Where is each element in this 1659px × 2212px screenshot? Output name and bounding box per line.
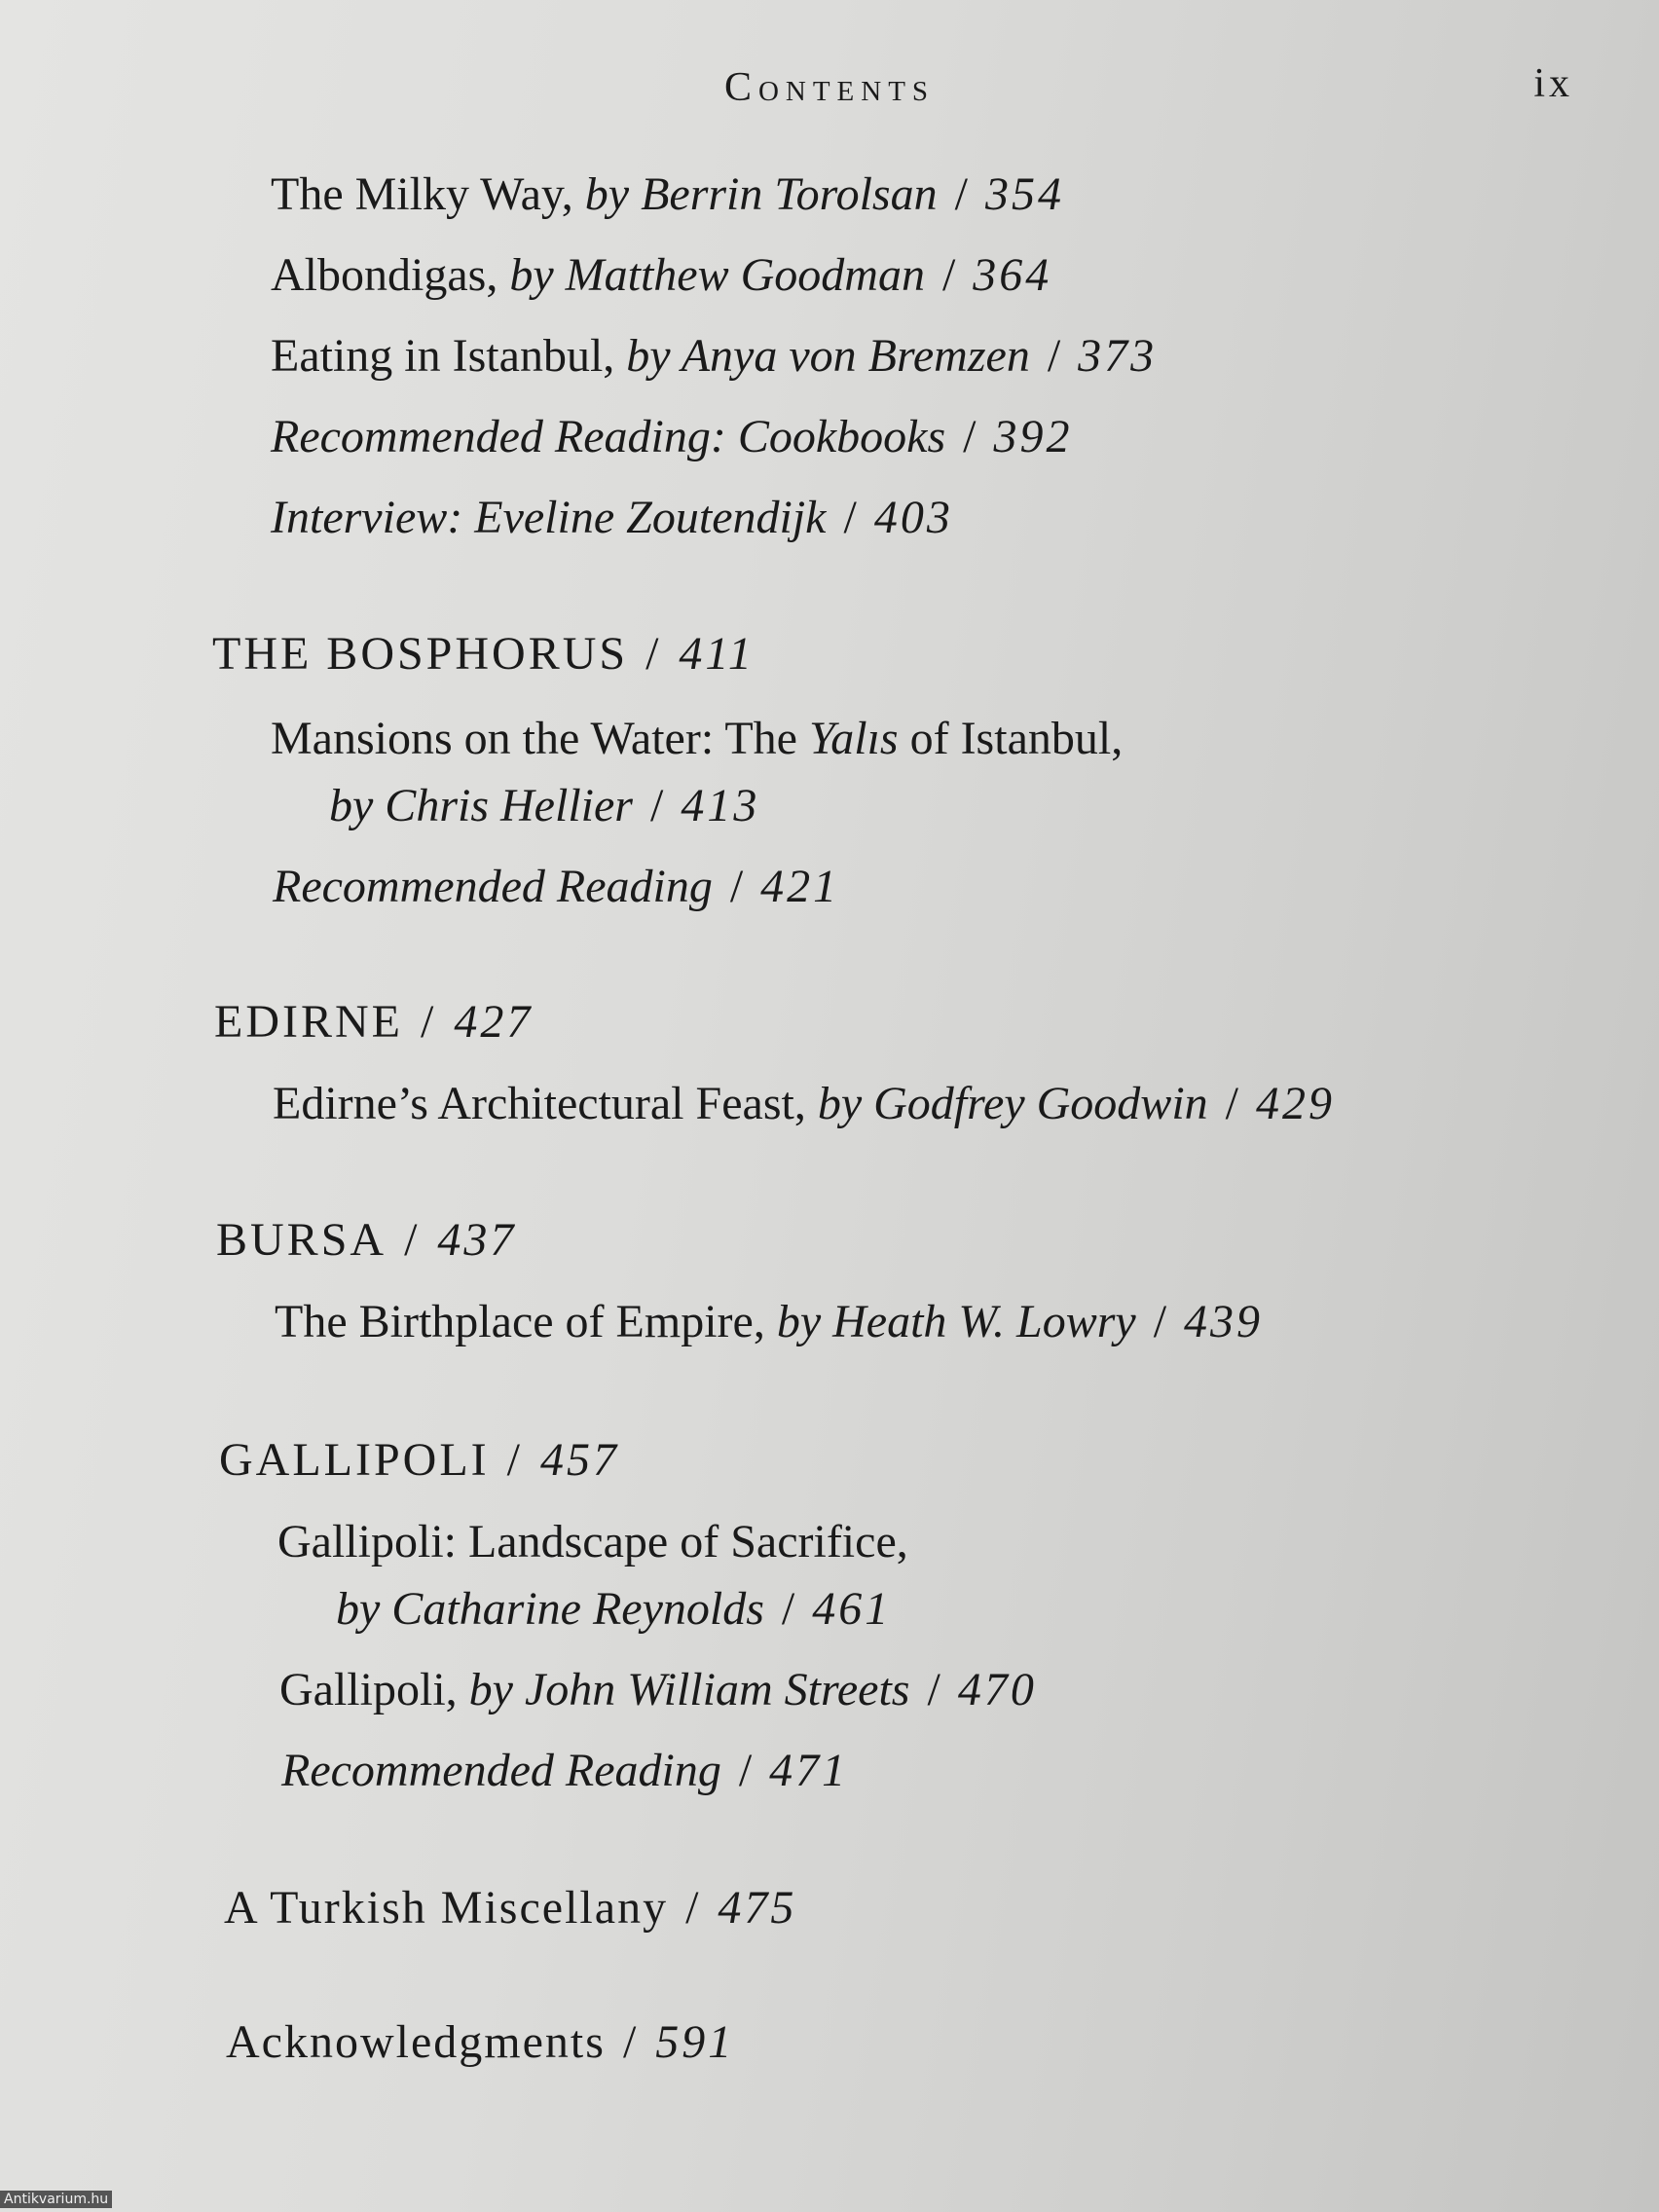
entry-title-part1: Mansions on the Water: The bbox=[271, 713, 797, 764]
toc-entry-mansions bbox=[271, 712, 1123, 766]
section-title: BURSA bbox=[216, 1214, 387, 1266]
entry-title: Recommended Reading bbox=[281, 1745, 721, 1796]
running-head: Contents bbox=[723, 65, 936, 110]
entry-author: by Berrin Torolsan bbox=[584, 168, 938, 220]
section-page: 427 bbox=[454, 996, 534, 1048]
toc-entry-recommended-gallipoli bbox=[281, 1744, 848, 1798]
section-heading-acknowledgments bbox=[226, 2015, 734, 2070]
entry-author: by Catharine Reynolds bbox=[336, 1583, 764, 1635]
entry-title-italic-word: Yalıs bbox=[808, 713, 899, 764]
section-heading-gallipoli bbox=[219, 1433, 619, 1488]
section-heading-miscellany bbox=[224, 1881, 796, 1936]
toc-entry-mansions-author-line bbox=[329, 779, 759, 833]
toc-entry-albondigas bbox=[271, 248, 1051, 303]
entry-title: Recommended Reading: Cookbooks bbox=[271, 411, 946, 462]
entry-page: 461 bbox=[812, 1583, 892, 1635]
separator: / bbox=[781, 1583, 795, 1635]
toc-entry-cookbooks bbox=[271, 410, 1072, 464]
section-heading-edirne bbox=[214, 995, 533, 1050]
toc-entry-landscape-author-line bbox=[336, 1582, 891, 1637]
toc-entry-gallipoli-streets bbox=[279, 1663, 1037, 1717]
page-number: ix bbox=[1533, 61, 1573, 106]
entry-page: 439 bbox=[1184, 1296, 1264, 1347]
section-title: THE BOSPHORUS bbox=[212, 628, 629, 680]
separator: / bbox=[941, 249, 956, 301]
toc-entry-birthplace bbox=[275, 1295, 1263, 1349]
section-page: 411 bbox=[679, 628, 755, 680]
entry-page: 421 bbox=[760, 861, 840, 912]
entry-author: by Godfrey Goodwin bbox=[817, 1078, 1208, 1129]
toc-entry-eating-istanbul bbox=[271, 329, 1157, 384]
section-page: 591 bbox=[655, 2016, 735, 2068]
separator: / bbox=[649, 780, 664, 831]
section-title: GALLIPOLI bbox=[219, 1434, 490, 1486]
separator: / bbox=[927, 1664, 940, 1715]
entry-title: Gallipoli: Landscape of Sacrifice, bbox=[277, 1516, 908, 1567]
entry-title: Interview: Eveline Zoutendijk bbox=[271, 492, 827, 543]
separator: / bbox=[420, 996, 437, 1048]
separator: / bbox=[685, 1882, 701, 1934]
section-page: 457 bbox=[539, 1434, 619, 1486]
toc-entry-milky-way bbox=[271, 167, 1064, 222]
entry-title: Recommended Reading bbox=[273, 861, 713, 912]
entry-title-part2: of Istanbul, bbox=[909, 713, 1124, 764]
separator: / bbox=[1153, 1296, 1167, 1347]
separator: / bbox=[506, 1434, 523, 1486]
separator: / bbox=[1225, 1078, 1238, 1129]
entry-title: Edirne’s Architectural Feast, bbox=[273, 1078, 806, 1129]
entry-title: The Milky Way, bbox=[271, 168, 573, 220]
toc-entry-landscape-sacrifice bbox=[277, 1515, 908, 1569]
entry-author: by Chris Hellier bbox=[329, 780, 633, 831]
section-title: Acknowledgments bbox=[226, 2016, 606, 2068]
section-heading-bosphorus bbox=[212, 627, 755, 682]
separator: / bbox=[963, 411, 977, 462]
entry-page: 354 bbox=[984, 168, 1064, 220]
entry-title: The Birthplace of Empire, bbox=[275, 1296, 765, 1347]
entry-page: 429 bbox=[1256, 1078, 1335, 1129]
separator: / bbox=[738, 1745, 753, 1796]
entry-page: 392 bbox=[993, 411, 1073, 462]
separator: / bbox=[843, 492, 857, 543]
section-page: 475 bbox=[718, 1882, 797, 1934]
separator: / bbox=[645, 628, 662, 680]
entry-page: 470 bbox=[957, 1664, 1037, 1715]
entry-page: 403 bbox=[873, 492, 953, 543]
entry-title: Eating in Istanbul, bbox=[271, 330, 615, 382]
entry-author: by Heath W. Lowry bbox=[776, 1296, 1136, 1347]
entry-author: by Anya von Bremzen bbox=[626, 330, 1030, 382]
section-title: A Turkish Miscellany bbox=[224, 1882, 669, 1934]
entry-page: 471 bbox=[769, 1745, 849, 1796]
entry-page: 373 bbox=[1078, 330, 1158, 382]
separator: / bbox=[1047, 330, 1061, 382]
separator: / bbox=[954, 168, 968, 220]
separator: / bbox=[622, 2016, 639, 2068]
separator: / bbox=[729, 861, 744, 912]
toc-entry-edirne-feast bbox=[273, 1077, 1335, 1131]
section-heading-bursa bbox=[216, 1213, 516, 1268]
section-page: 437 bbox=[437, 1214, 517, 1266]
entry-title: Gallipoli, bbox=[279, 1664, 458, 1715]
separator: / bbox=[404, 1214, 421, 1266]
entry-title: Albondigas, bbox=[271, 249, 498, 301]
entry-author: by Matthew Goodman bbox=[509, 249, 925, 301]
section-title: EDIRNE bbox=[214, 996, 403, 1048]
entry-page: 364 bbox=[973, 249, 1052, 301]
toc-entry-recommended-bosphorus bbox=[273, 860, 839, 914]
watermark-label: Antikvarium.hu bbox=[0, 2191, 112, 2208]
toc-entry-interview bbox=[271, 491, 953, 545]
entry-page: 413 bbox=[681, 780, 760, 831]
entry-author: by John William Streets bbox=[468, 1664, 910, 1715]
